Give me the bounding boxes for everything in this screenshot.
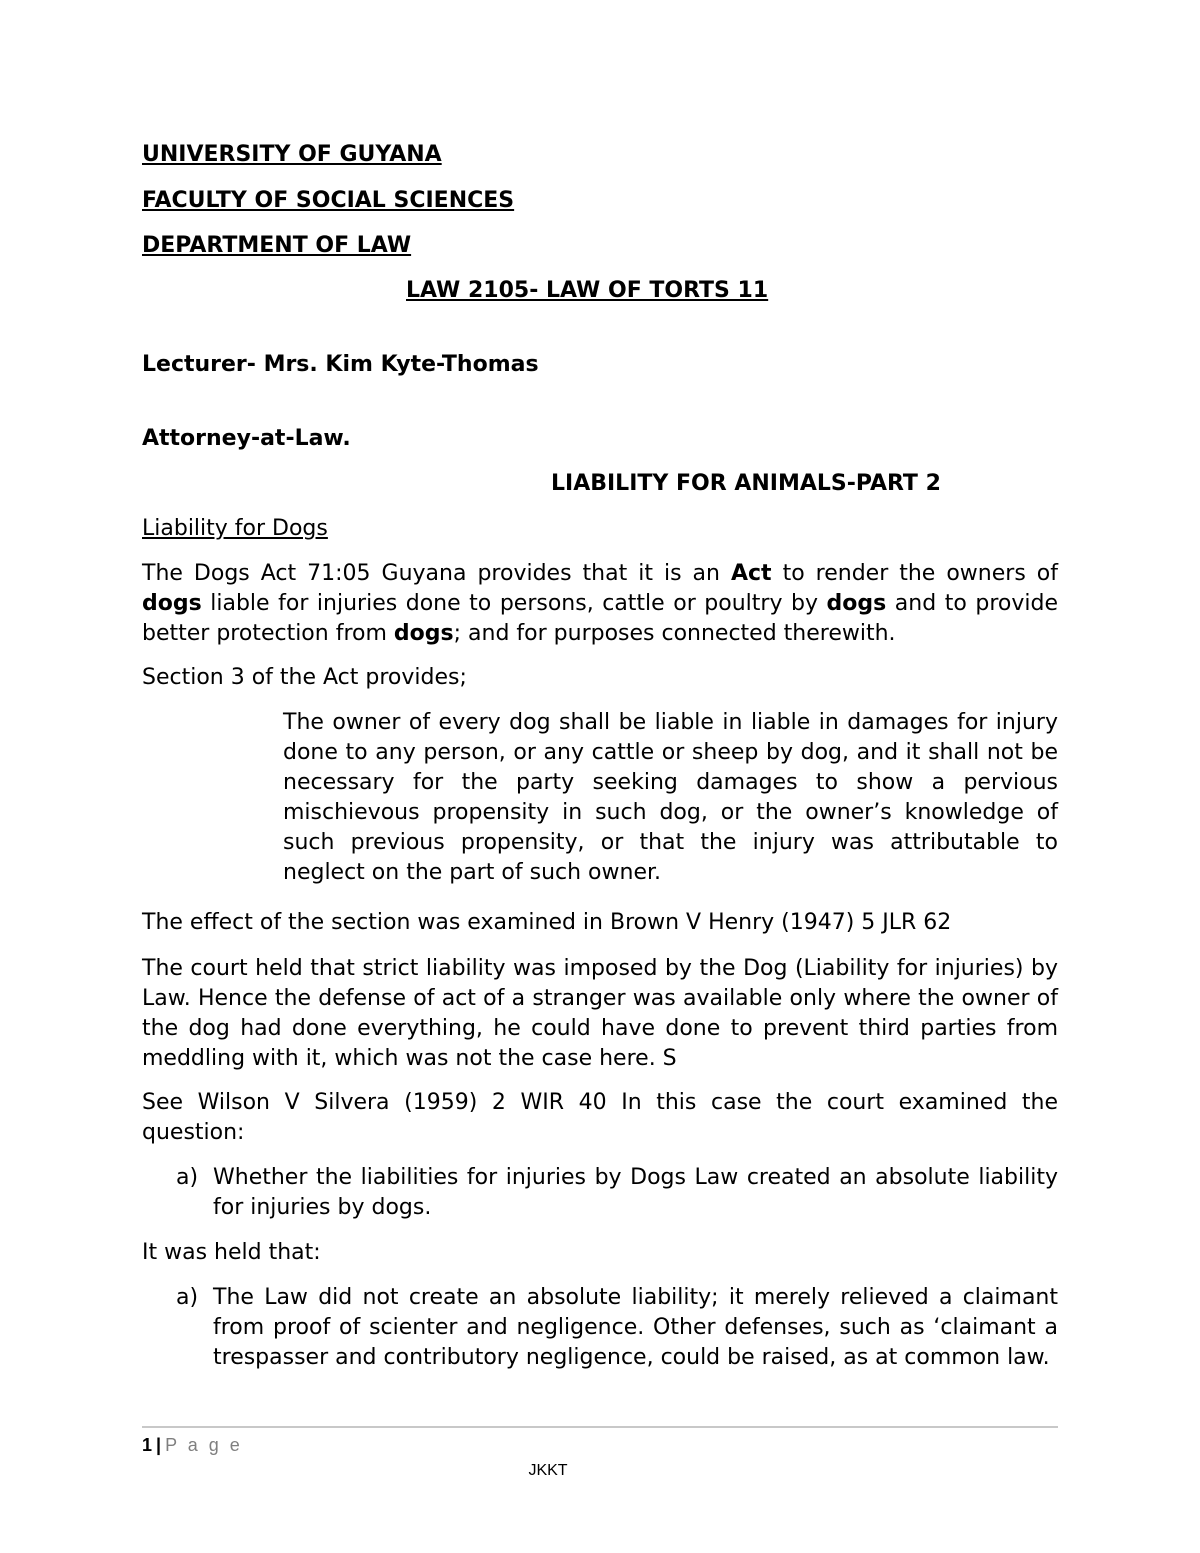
intro-bold-dogs-1: dogs bbox=[142, 591, 202, 616]
lecturer-line: Lecturer- Mrs. Kim Kyte-Thomas bbox=[142, 352, 539, 377]
attorney-line: Attorney-at-Law. bbox=[142, 426, 351, 451]
intro-text-3: liable for injuries done to persons, cattle or poultry by bbox=[201, 591, 827, 616]
topic-title: LIABILITY FOR ANIMALS-PART 2 bbox=[551, 471, 941, 496]
see-wilson-paragraph: See Wilson V Silvera (1959) 2 WIR 40 In this case the court examined the question: bbox=[142, 1090, 1058, 1145]
section-quote: The owner of every dog shall be liable in liable in damages for injury done to any person, or any cattle or sheep by dog, and it shall not be necessary for the party seeking damages to show a pervious mischievous propensity in such dog, or the owner’s knowledge of such previous propensity, or that the injury was attributable to neglect on the part of such owner. bbox=[283, 710, 1058, 885]
held-list-item bbox=[176, 1283, 1058, 1373]
intro-text-4: and to provide better protection from bbox=[142, 591, 1058, 646]
course-heading: LAW 2105- LAW OF TORTS 11 bbox=[406, 278, 769, 303]
page-number: 1 bbox=[142, 1435, 153, 1455]
intro-bold-dogs-2: dogs bbox=[826, 591, 887, 616]
department-heading: DEPARTMENT OF LAW bbox=[142, 233, 412, 258]
intro-text-1: The Dogs Act 71:05 Guyana provides that it is an bbox=[142, 561, 731, 586]
intro-text-5: ; and for purposes connected therewith. bbox=[453, 621, 896, 646]
held-intro: It was held that: bbox=[142, 1240, 321, 1265]
list-marker: a) bbox=[176, 1285, 199, 1310]
effect-paragraph: The effect of the section was examined in Brown V Henry (1947) 5 JLR 62 bbox=[142, 910, 952, 935]
section-intro: Section 3 of the Act provides; bbox=[142, 665, 467, 690]
intro-bold-dogs-3: dogs bbox=[393, 621, 454, 646]
subheading-liability-for-dogs: Liability for Dogs bbox=[142, 516, 328, 541]
list-marker: a) bbox=[176, 1165, 199, 1190]
intro-text-2: to render the owners of bbox=[771, 561, 1058, 586]
footer-separator: | bbox=[156, 1435, 162, 1455]
page-number-footer bbox=[142, 1433, 243, 1457]
intro-bold-act: Act bbox=[730, 561, 772, 586]
faculty-heading: FACULTY OF SOCIAL SCIENCES bbox=[142, 188, 515, 213]
question-list-item bbox=[176, 1163, 1058, 1223]
intro-paragraph bbox=[142, 559, 1058, 649]
list-item-text: The Law did not create an absolute liability; it merely relieved a claimant from proof of scienter and negligence. Other defenses, such as ‘claimant a trespasser and contributory negligence, could be raised, as at common law. bbox=[213, 1285, 1058, 1370]
footer-divider bbox=[142, 1426, 1058, 1428]
list-item-text: Whether the liabilities for injuries by Dogs Law created an absolute liability for injuries by dogs. bbox=[213, 1165, 1058, 1220]
court-held-paragraph: The court held that strict liability was imposed by the Dog (Liability for injuries) by Law. Hence the defense of act of a stranger was available only where the owner of the dog had done everything, he could have done to prevent third parties from meddling with it, which was not the case here. S bbox=[142, 956, 1058, 1071]
university-heading: UNIVERSITY OF GUYANA bbox=[142, 142, 442, 167]
page-label: P a g e bbox=[165, 1435, 243, 1455]
footer-initials: JKKT bbox=[528, 1462, 568, 1479]
